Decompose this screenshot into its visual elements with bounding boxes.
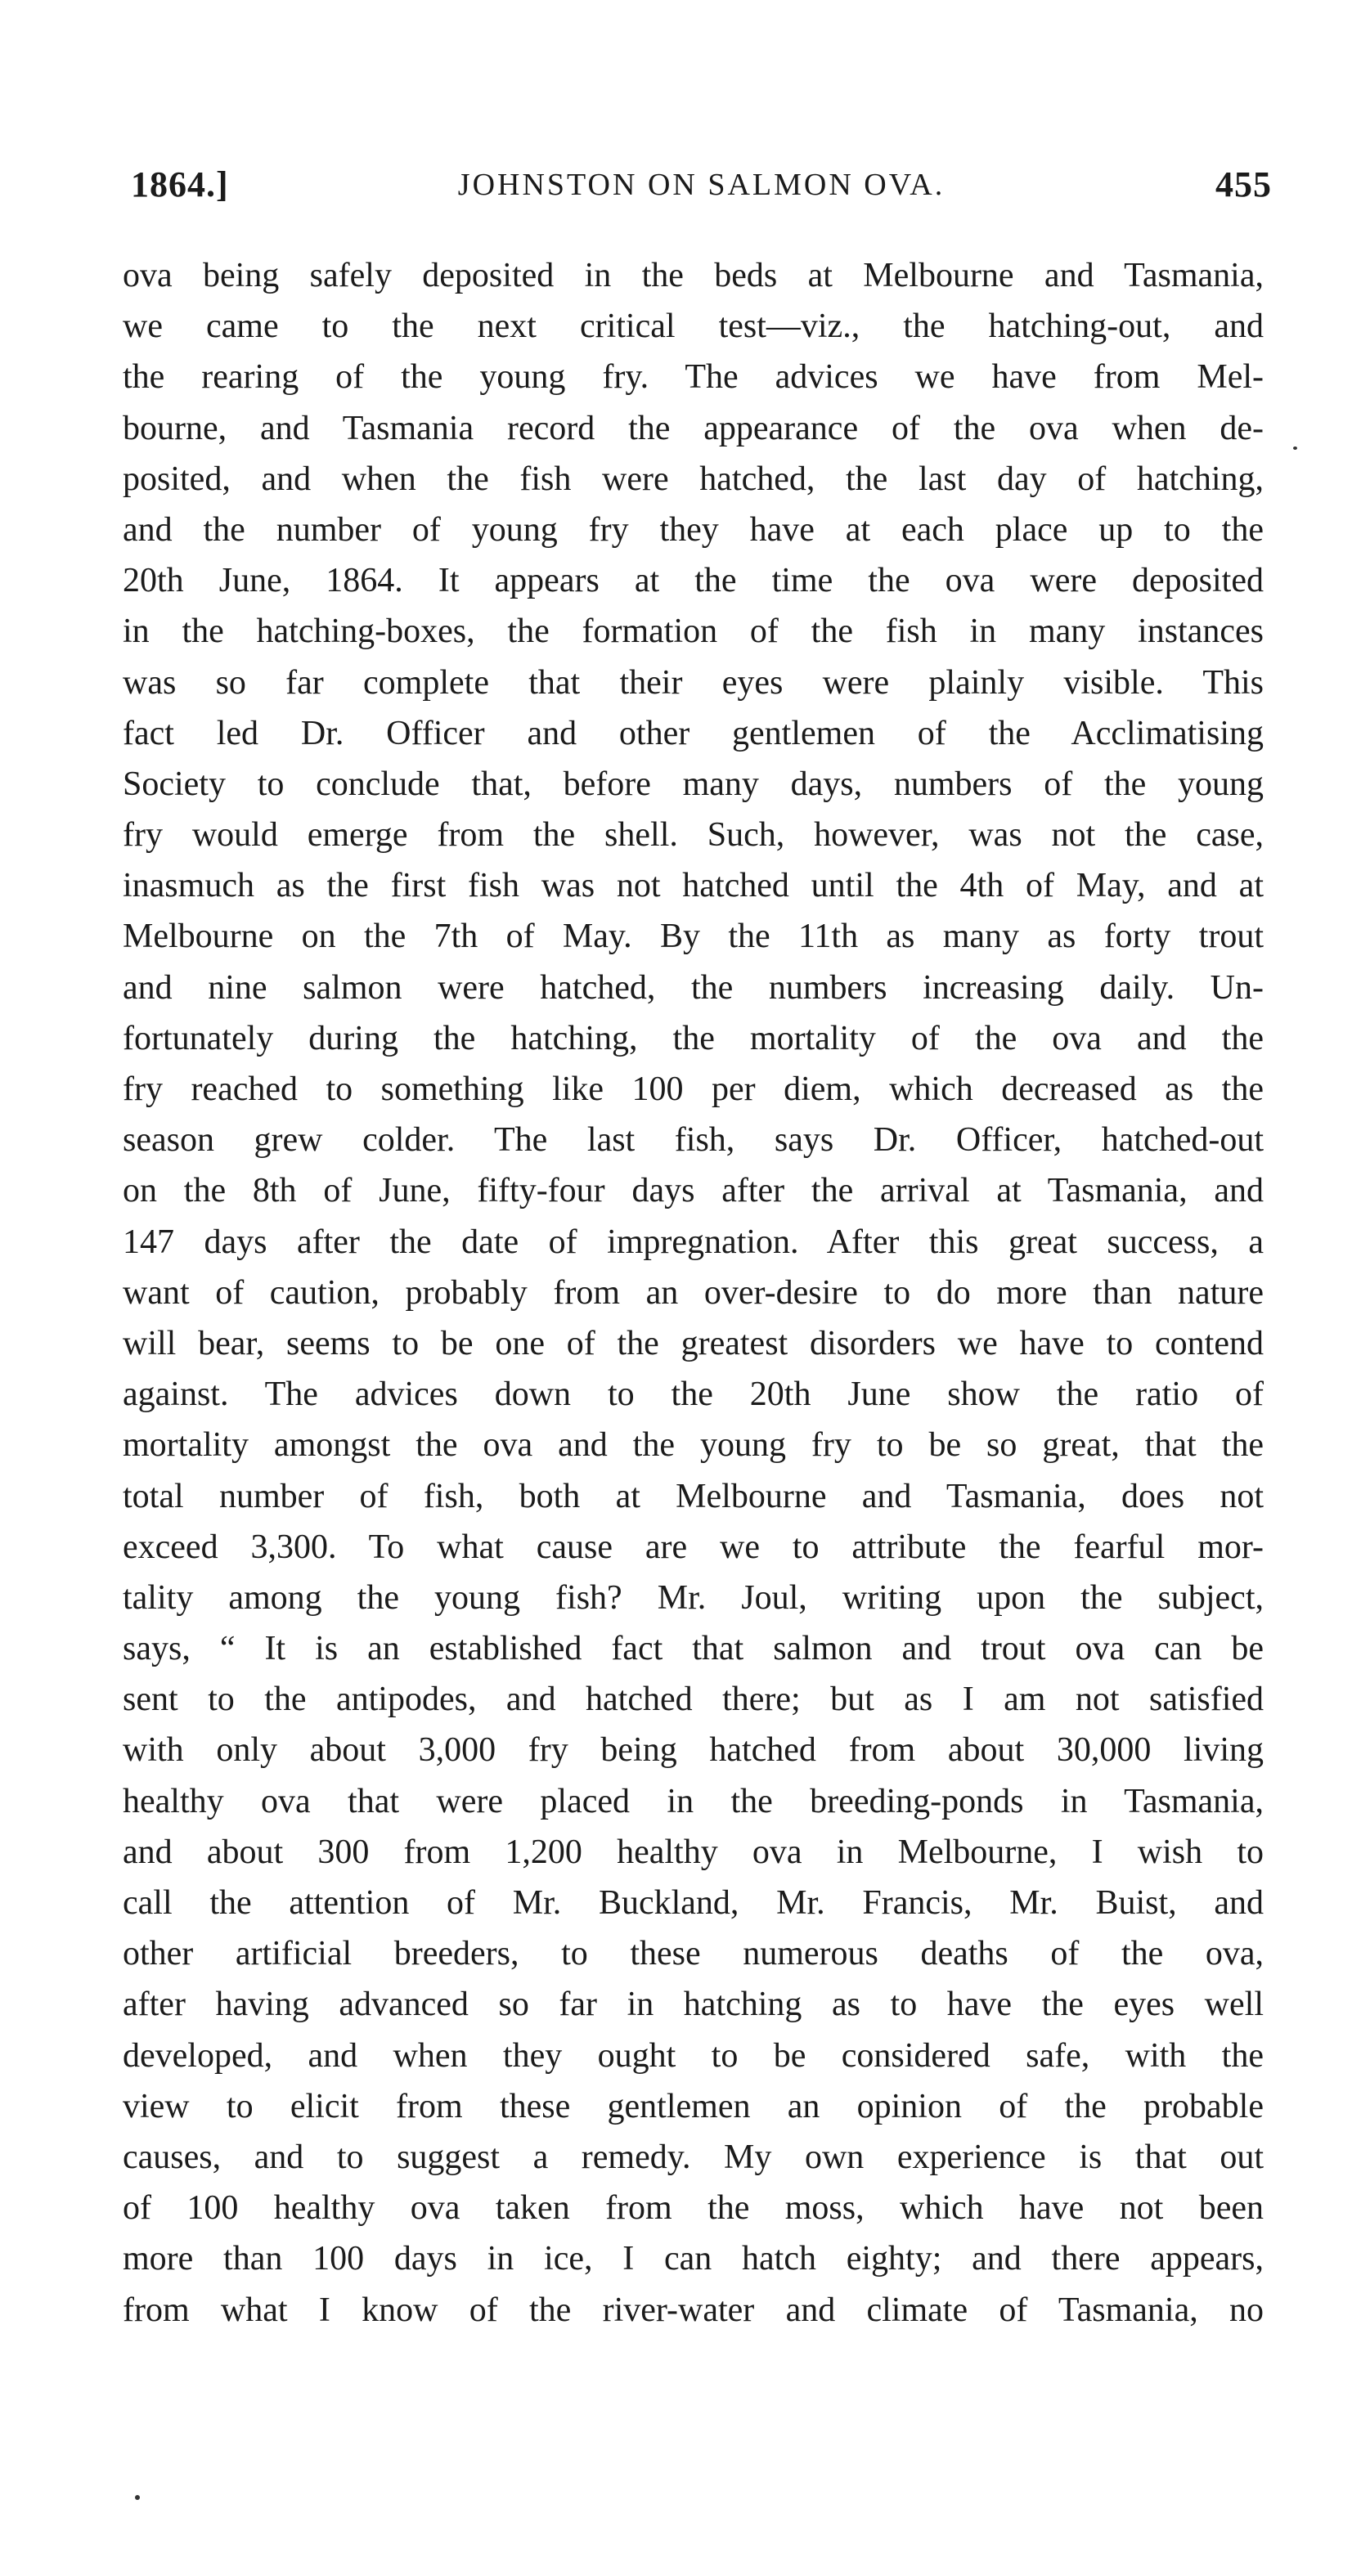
text-line: 147 days after the date of impregnation. After this great success, a [123,1223,1264,1261]
text-line: 20th June, 1864. It appears at the time the ova were deposited [123,562,1264,600]
text-line: from what I know of the river-water and climate of Tasmania, no [123,2291,1264,2329]
text-line: tality among the young fish? Mr. Joul, writing upon the subject, [123,1578,1264,1617]
running-head [131,160,1272,209]
text-line: fact led Dr. Officer and other gentlemen of the Acclimatising [123,714,1264,752]
header-year: 1864.] [131,164,229,204]
text-line: call the attention of Mr. Buckland, Mr. Francis, Mr. Buist, and [123,1884,1264,1922]
text-line: view to elicit from these gentlemen an opinion of the probable [123,2087,1264,2125]
body-text [123,250,1264,2336]
text-line: Melbourne on the 7th of May. By the 11th as many as forty trout [123,918,1264,956]
scan-speck [1293,447,1297,450]
text-line: says, “ It is an established fact that salmon and trout ova can be [123,1630,1264,1668]
text-line: total number of fish, both at Melbourne and Tasmania, does not [123,1477,1264,1515]
text-line: we came to the next critical test—viz., the hatching-out, and [123,307,1264,346]
text-line: exceed 3,300. To what cause are we to attribute the fearful mor- [123,1528,1264,1566]
page-number: 455 [1215,164,1272,204]
text-line: ova being safely deposited in the beds at Melbourne and Tasmania, [123,257,1264,294]
text-line: sent to the antipodes, and hatched there; but as I am not satisfied [123,1681,1264,1719]
text-line: healthy ova that were placed in the breeding-ponds in Tasmania, [123,1782,1264,1820]
scan-speck [135,2495,140,2500]
text-line: and about 300 from 1,200 healthy ova in Melbourne, I wish to [123,1833,1264,1871]
text-line: in the hatching-boxes, the formation of the fish in many instances [123,613,1264,651]
text-line: other artificial breeders, to these numerous deaths of the ova, [123,1935,1264,1973]
text-line: with only about 3,000 fry being hatched from about 30,000 living [123,1731,1264,1770]
text-line: mortality amongst the ova and the young fry to be so great, that the [123,1426,1264,1465]
text-line: was so far complete that their eyes were plainly visible. This [123,663,1264,702]
text-line: after having advanced so far in hatching as to have the eyes well [123,1986,1264,2024]
text-line: against. The advices down to the 20th June show the ratio of [123,1376,1264,1414]
text-line: will bear, seems to be one of the greatest disorders we have to contend [123,1324,1264,1362]
text-line: fry would emerge from the shell. Such, however, was not the case, [123,816,1264,855]
header-title: JOHNSTON ON SALMON OVA. [457,168,946,202]
text-line: want of caution, probably from an over-desire to do more than nature [123,1273,1264,1312]
text-line: fortunately during the hatching, the mortality of the ova and the [123,1019,1264,1057]
text-line: developed, and when they ought to be considered safe, with the [123,2036,1264,2075]
text-line: on the 8th of June, fifty-four days after the arrival at Tasmania, and [123,1172,1264,1210]
text-line: fry reached to something like 100 per diem, which decreased as the [123,1070,1264,1108]
text-line: season grew colder. The last fish, says Dr. Officer, hatched-out [123,1121,1264,1160]
text-line: posited, and when the fish were hatched, the last day of hatching, [123,460,1264,498]
text-line: causes, and to suggest a remedy. My own experience is that out [123,2138,1264,2176]
text-line: more than 100 days in ice, I can hatch eighty; and there appears, [123,2240,1264,2278]
text-line: the rearing of the young fry. The advices we have from Mel- [123,358,1264,397]
text-line: inasmuch as the first fish was not hatched until the 4th of May, and at [123,867,1264,905]
text-line: and nine salmon were hatched, the numbers increasing daily. Un- [123,968,1264,1007]
text-line: of 100 healthy ova taken from the moss, which have not been [123,2189,1264,2228]
text-line: bourne, and Tasmania record the appearance of the ova when de- [123,409,1264,447]
text-line: and the number of young fry they have at each place up to the [123,510,1264,549]
text-line: Society to conclude that, before many days, numbers of the young [123,765,1264,803]
